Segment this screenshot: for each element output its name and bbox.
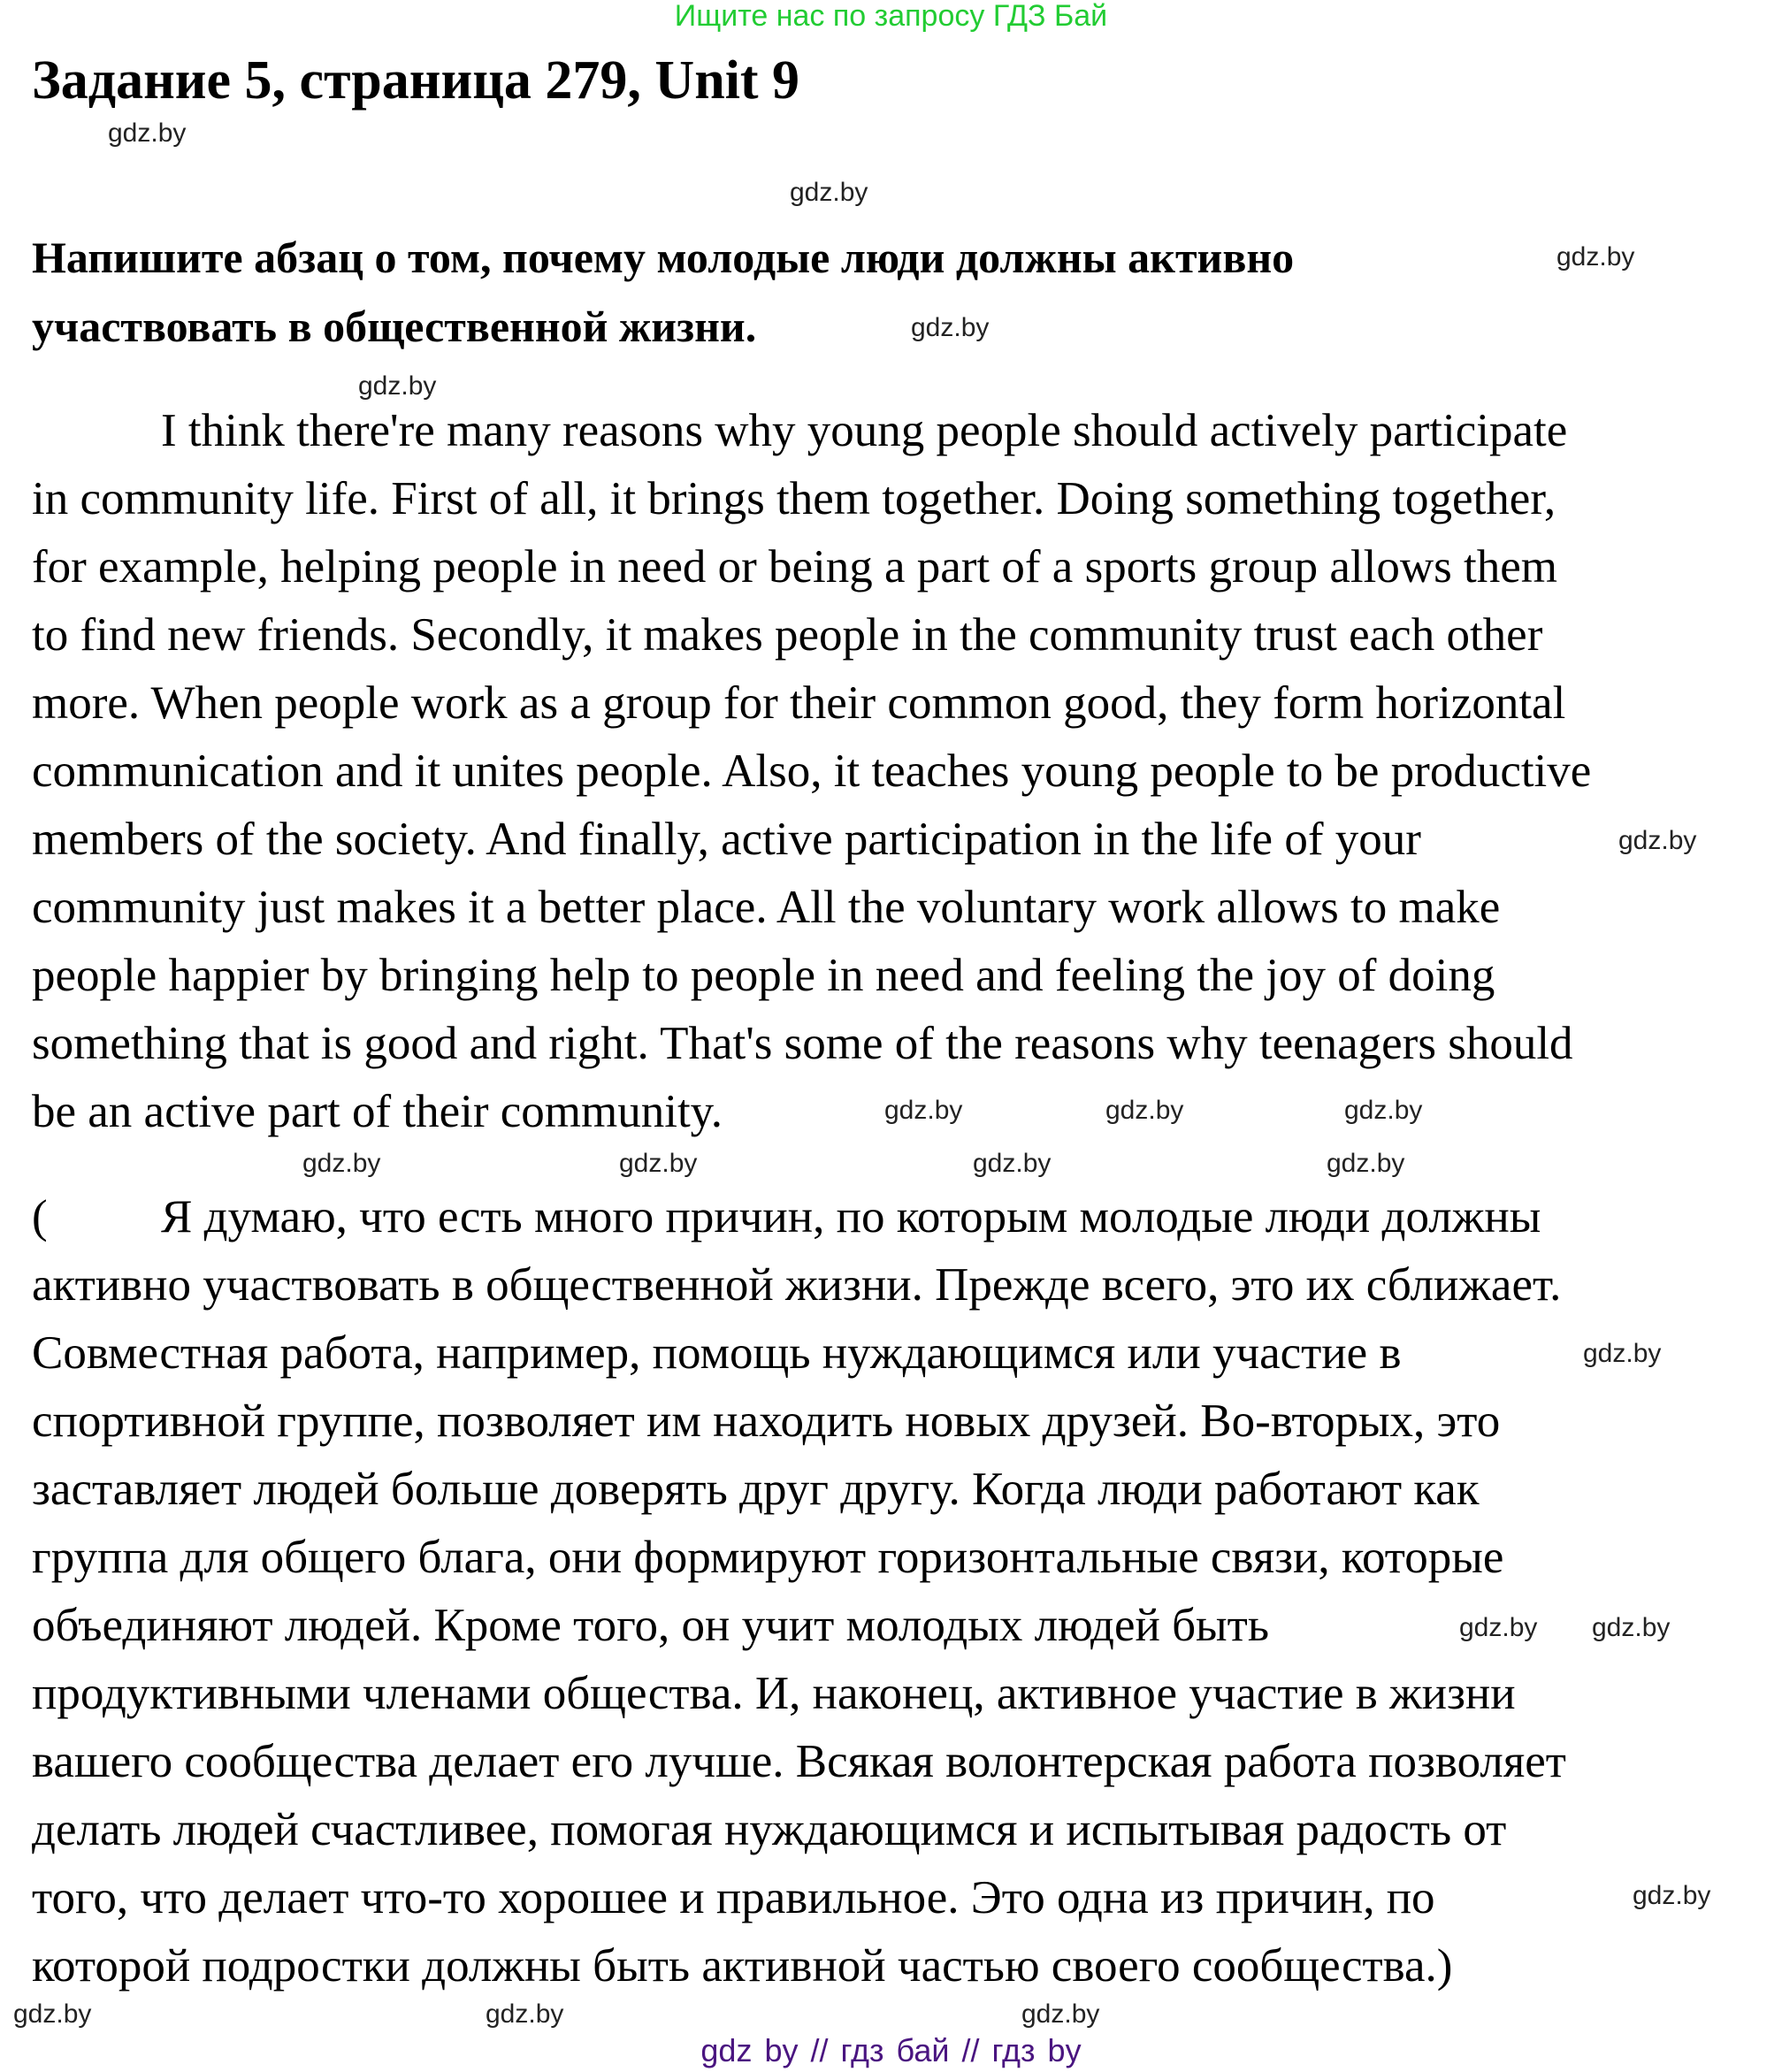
watermark-text: gdz.by	[1459, 1613, 1538, 1642]
paragraph-line: something that is good and right. That's some of the reasons why teenagers should	[32, 1018, 1573, 1069]
open-parenthesis: (	[32, 1191, 48, 1242]
paragraph-line: спортивной группе, позволяет им находить новых друзей. Во-вторых, это	[32, 1395, 1501, 1447]
watermark-text: gdz.by	[486, 1999, 564, 2029]
paragraph-line: группа для общего блага, они формируют горизонтальные связи, которые	[32, 1532, 1504, 1583]
footer-link-gdz-by-cyr[interactable]: гдз by	[991, 2032, 1082, 2068]
paragraph-line: вашего сообщества делает его лучше. Всякая волонтерская работа позволяет	[32, 1736, 1566, 1787]
paragraph-line: community just makes it a better place. All the voluntary work allows to make	[32, 882, 1501, 933]
footer-separator: //	[961, 2032, 980, 2068]
watermark-text: gdz.by	[1583, 1339, 1662, 1368]
watermark-text: gdz.by	[790, 178, 868, 207]
watermark-text: gdz.by	[1344, 1096, 1423, 1125]
paragraph-line: communication and it unites people. Also, it teaches young people to be productive	[32, 745, 1592, 797]
paragraph-line: объединяют людей. Кроме того, он учит молодых людей быть	[32, 1600, 1269, 1651]
footer-link-gdz-by[interactable]: gdz by	[700, 2032, 799, 2068]
watermark-text: gdz.by	[973, 1149, 1052, 1178]
watermark-text: gdz.by	[1327, 1149, 1405, 1178]
paragraph-line: Совместная работа, например, помощь нуждающимся или участие в	[32, 1327, 1402, 1379]
paragraph-line: more. When people work as a group for their common good, they form horizontal	[32, 677, 1566, 729]
watermark-text: gdz.by	[1021, 1999, 1100, 2029]
paragraph-line: заставляет людей больше доверять друг другу. Когда люди работают как	[32, 1464, 1480, 1515]
prompt-line: Напишите абзац о том, почему молодые люди должны активно	[32, 233, 1295, 282]
paragraph-line: того, что делает что-то хорошее и правильное. Это одна из причин, по	[32, 1872, 1435, 1923]
paragraph-line: которой подростки должны быть активной частью своего сообщества.)	[32, 1940, 1453, 1992]
paragraph-line: активно участвовать в общественной жизни. Прежде всего, это их сближает.	[32, 1259, 1562, 1311]
footer-separator: //	[810, 2032, 829, 2068]
watermark-text: gdz.by	[911, 313, 990, 342]
watermark-text: gdz.by	[13, 1999, 92, 2029]
watermark-text: gdz.by	[1633, 1881, 1711, 1910]
paragraph-line: in community life. First of all, it brings them together. Doing something together,	[32, 473, 1556, 524]
watermark-text: gdz.by	[1592, 1613, 1671, 1642]
watermark-text: gdz.by	[358, 371, 437, 401]
page-title: Задание 5, страница 279, Unit 9	[32, 50, 800, 111]
paragraph-line: I think there're many reasons why young people should actively participate	[161, 405, 1568, 456]
footer-link-gdz-bai[interactable]: гдз бай	[840, 2032, 950, 2068]
footer-links	[0, 2034, 1782, 2068]
watermark-text: gdz.by	[619, 1149, 698, 1178]
watermark-text: gdz.by	[1556, 242, 1635, 271]
paragraph-line: делать людей счастливее, помогая нуждающимся и испытывая радость от	[32, 1804, 1507, 1855]
watermark-text: gdz.by	[302, 1149, 381, 1178]
paragraph-line: to find new friends. Secondly, it makes people in the community trust each other	[32, 609, 1543, 661]
prompt-line: участвовать в общественной жизни.	[32, 302, 757, 351]
watermark-text: gdz.by	[108, 119, 187, 148]
paragraph-line: members of the society. And finally, active participation in the life of your	[32, 814, 1421, 865]
paragraph-line: people happier by bringing help to people in need and feeling the joy of doing	[32, 950, 1495, 1001]
paragraph-line: Я думаю, что есть много причин, по которым молодые люди должны	[161, 1191, 1541, 1242]
paragraph-line: продуктивными членами общества. И, наконец, активное участие в жизни	[32, 1668, 1516, 1719]
watermark-text: gdz.by	[884, 1096, 963, 1125]
watermark-text: gdz.by	[1618, 826, 1697, 855]
paragraph-line: for example, helping people in need or being a part of a sports group allows them	[32, 541, 1557, 593]
search-hint-banner: Ищите нас по запросу ГДЗ Бай	[674, 0, 1108, 33]
watermark-text: gdz.by	[1105, 1096, 1184, 1125]
paragraph-line: be an active part of their community.	[32, 1086, 723, 1137]
